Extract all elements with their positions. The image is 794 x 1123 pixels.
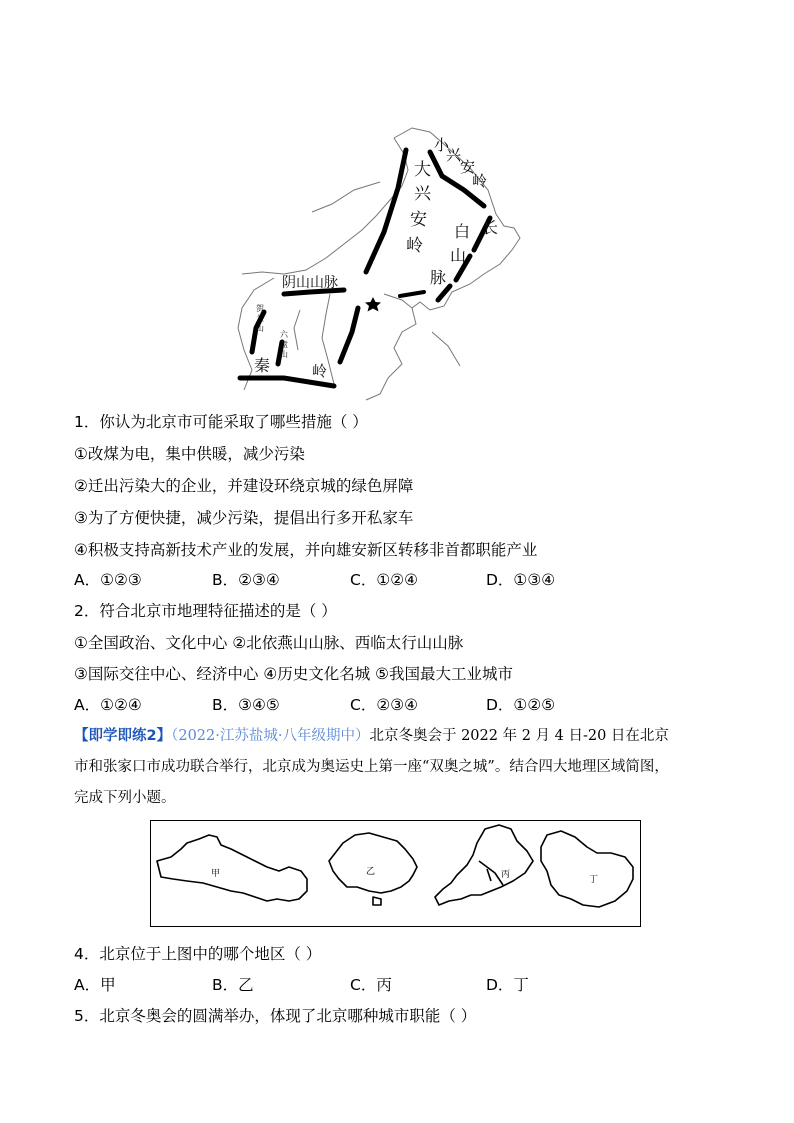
question-1-option-c[interactable]: C．①②④ xyxy=(350,571,419,589)
question-1-item: ③为了方便快捷，减少污染，提倡出行多开私家车 xyxy=(74,509,414,527)
region-label: 丁 xyxy=(589,875,599,885)
mountain-map-drawing xyxy=(234,124,534,402)
regions-map-drawing xyxy=(151,821,640,926)
practice-source: （2022·江苏盐城·八年级期中） xyxy=(171,728,370,744)
map-label: 六盘山 xyxy=(280,330,288,359)
question-4-option-a[interactable]: A．甲 xyxy=(74,976,116,994)
map-label: 阴山山脉 xyxy=(282,275,338,291)
question-1-item: ②迁出污染大的企业，并建设环绕京城的绿色屏障 xyxy=(74,477,414,495)
map-label: 贺兰山 xyxy=(256,304,264,333)
map-label: 兴 xyxy=(414,184,431,204)
map-label: 安 xyxy=(410,210,427,230)
map-label: 岭 xyxy=(472,172,488,190)
region-label: 丙 xyxy=(501,870,511,880)
question-1-option-a[interactable]: A．①②③ xyxy=(74,571,142,589)
question-2-option-b[interactable]: B．③④⑤ xyxy=(212,696,280,714)
practice-line-1 xyxy=(74,726,734,746)
question-4-option-d[interactable]: D．丁 xyxy=(486,976,529,994)
practice-line-2: 市和张家口市成功联合举行，北京成为奥运史上第一座“双奥之城”。结合四大地理区域简图， xyxy=(74,759,669,775)
question-5-stem: 5．北京冬奥会的圆满举办，体现了北京哪种城市职能（ ） xyxy=(74,1007,477,1025)
question-2-option-d[interactable]: D．①②⑤ xyxy=(486,696,556,714)
practice-line-3: 完成下列小题。 xyxy=(74,790,176,806)
question-4-option-c[interactable]: C．丙 xyxy=(350,976,392,994)
question-2-option-a[interactable]: A．①②④ xyxy=(74,696,142,714)
map-label: 山 xyxy=(450,246,467,265)
regions-map xyxy=(150,820,641,927)
mountain-map xyxy=(234,124,534,402)
question-2-item: ③国际交往中心、经济中心 ④历史文化名城 ⑤我国最大工业城市 xyxy=(74,665,514,683)
map-label: 兴 xyxy=(446,146,462,164)
map-label: 小 xyxy=(434,136,450,154)
question-4-option-b[interactable]: B．乙 xyxy=(212,976,254,994)
map-label: 白 xyxy=(454,222,471,241)
map-label: 长 xyxy=(482,218,499,237)
region-label: 甲 xyxy=(211,869,221,879)
question-1-option-b[interactable]: B．②③④ xyxy=(212,571,280,589)
beijing-star-icon xyxy=(365,297,381,312)
question-2-option-c[interactable]: C．②③④ xyxy=(350,696,419,714)
question-4-stem: 4．北京位于上图中的哪个地区（ ） xyxy=(74,945,322,963)
map-label: 秦 xyxy=(254,356,271,375)
map-label: 大 xyxy=(414,160,431,180)
map-label: 岭 xyxy=(406,236,423,256)
practice-text: 北京冬奥会于 2022 年 2 月 4 日-20 日在北京 xyxy=(369,728,669,744)
map-label: 安 xyxy=(460,158,476,176)
practice-tag: 【即学即练2】 xyxy=(74,728,172,744)
question-1-item: ①改煤为电，集中供暖，减少污染 xyxy=(74,445,305,463)
question-1-item: ④积极支持高新技术产业的发展，并向雄安新区转移非首都职能产业 xyxy=(74,541,538,559)
map-label: 脉 xyxy=(430,268,447,287)
question-2-item: ①全国政治、文化中心 ②北依燕山山脉、西临太行山山脉 xyxy=(74,634,464,652)
region-label: 乙 xyxy=(366,867,376,877)
map-label: 岭 xyxy=(312,362,328,380)
question-2-stem: 2．符合北京市地理特征描述的是（ ） xyxy=(74,602,337,620)
question-1-option-d[interactable]: D．①③④ xyxy=(486,571,556,589)
question-1-stem: 1．你认为北京市可能采取了哪些措施（ ） xyxy=(74,413,368,431)
